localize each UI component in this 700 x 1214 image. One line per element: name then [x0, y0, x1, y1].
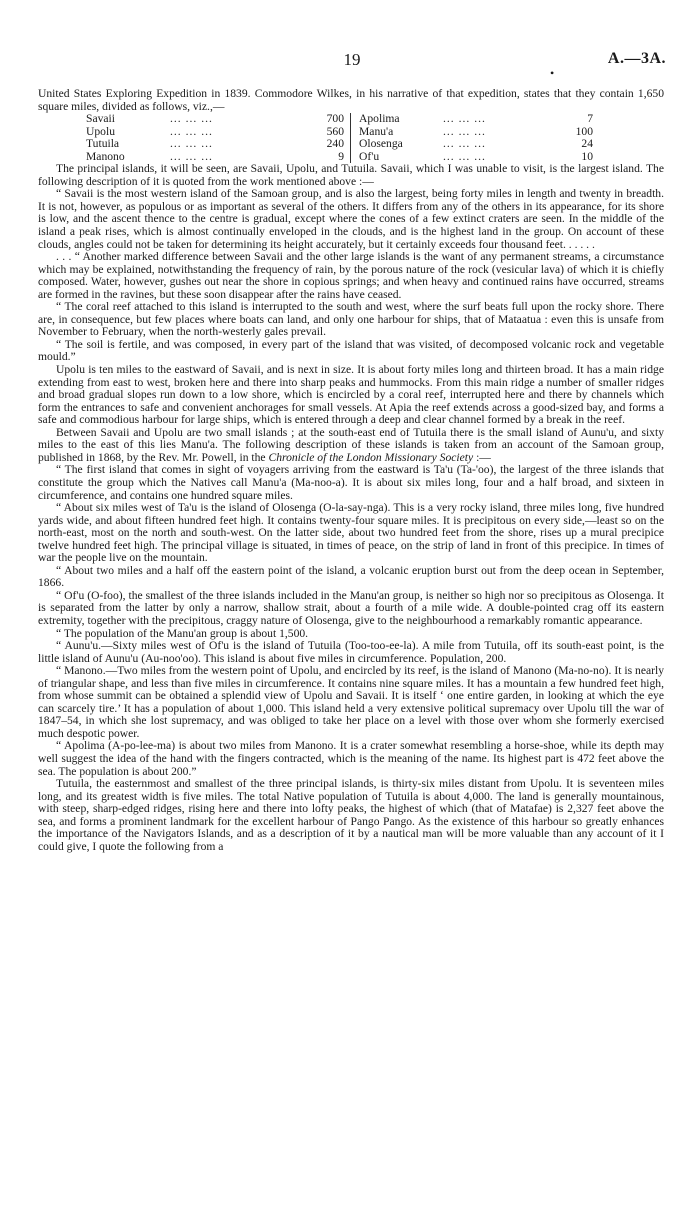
- powell-paragraph: [38, 427, 664, 465]
- area-value: 10: [581, 149, 593, 163]
- leader-dots: ... ... ...: [170, 149, 213, 163]
- area-value: 560: [326, 124, 344, 138]
- leader-dots: ... ... ...: [170, 137, 213, 151]
- leader-dots: ... ... ...: [443, 137, 486, 151]
- area-value: 700: [326, 112, 344, 126]
- table-row: [86, 138, 593, 151]
- quoted-paragraph: “ Apolima (A-po-lee-ma) is about two miles from Manono. It is a crater somewhat resembling a horse-shoe, while its depth may well suggest the idea of the hand with the fingers contracted, which is the meaning of the name. Its highest part is 472 feet above the sea. The population is about 200.”: [38, 739, 664, 778]
- leader-dots: ... ... ...: [443, 112, 486, 126]
- paragraph: Tutuila, the easternmost and smallest of the three principal islands, is thirty-six miles distant from Upolu. It is seventeen miles long, and its greatest width is five miles. The total Native population of Tutuila is about 4,000. The land is generally mountainous, with steep, sharp-edged ridges, rising here and there into lofty peaks, the highest of which (that of Matafae) is 2,327 feet above the sea, and forms a prominent landmark for the excellent harbour of Pango Pango. As the existence of this harbour so greatly enhances the importance of the Navigators Islands, and as a description of it by a nautical man will be more valuable than any account of it I could give, I quote the following from a: [38, 777, 664, 853]
- island-name: Of'u: [359, 149, 380, 163]
- quoted-paragraph: “ About two miles and a half off the eastern point of the island, a volcanic eruption burst out from the deep ocean in September, 1866.: [38, 563, 664, 590]
- quoted-paragraph: “ About six miles west of Ta'u is the island of Olosenga (O-la-say-nga). This is a very rocky island, three miles long, five hundred yards wide, and about fifteen hundred feet high. It contains twenty-four square miles. It is precipitous on every side,—least so on the north-east, most on the north and south-west. On the latter side, about two hundred feet from the shore, rises up a mural precipice twelve hundred feet high. The principal village is situated, in times of peace, on the strip of land in front of this precipice. In times of war the people live on the mountain.: [38, 501, 664, 565]
- quoted-paragraph: “ The soil is fertile, and was composed, in every part of the island that was visited, of decomposed volcanic rock and vegetable mould.”: [38, 337, 664, 364]
- intro-paragraph: United States Exploring Expedition in 1839. Commodore Wilkes, in his narrative of that expedition, states that they contain 1,650 square miles, divided as follows, viz.,—: [38, 87, 664, 113]
- quoted-paragraph: “ Savaii is the most western island of the Samoan group, and is also the largest, being forty miles in length and twenty in breadth. It is not, however, as populous or as important as several of the others. It differs from any of the others in its appearance, for its shore is low, and the ascent thence to the centre is gradual, except where the cones of a few extinct craters are seen. In the middle of the island a peak rises, which is almost continually enveloped in the clouds, and is the highest land in the group. On account of these clouds, angles could not be taken for determining its height accurately, but it certainly exceeds four thousand feet. . . . . .: [38, 187, 664, 251]
- quoted-paragraph: “ The population of the Manu'an group is about 1,500.: [56, 626, 309, 640]
- paragraph: The principal islands, it will be seen, are Savaii, Upolu, and Tutuila. Savaii, which I was unable to visit, is the largest island. The following description of it is quoted from the work mentioned above :—: [38, 162, 664, 188]
- page-header: [38, 50, 666, 80]
- area-value: 240: [326, 137, 344, 151]
- page-number: 19: [343, 50, 361, 69]
- area-value: 100: [575, 124, 593, 138]
- island-name: Manono: [86, 149, 125, 163]
- leader-dots: ... ... ...: [170, 124, 213, 138]
- quoted-paragraph: “ Manono.—Two miles from the western point of Upolu, and encircled by its reef, is the island of Manono (Ma-no-no). It is nearly of triangular shape, and less than five miles in circumference. It contains nine square miles. It has a mountain a few hundred feet high, from whose summit can be obtained a splendid view of Upolu and Savaii. It is itself ‘ one entire garden, in looking at which the eye can scarcely tire.’ It has a population of about 1,000. This island held a very extensive political supremacy over Upolu till the war of 1847–54, in which she lost supremacy, and was obliged to take her place on a level with those over whom she formerly exercised much despotic power.: [38, 664, 664, 740]
- area-value: 7: [587, 112, 593, 126]
- body-text: [38, 88, 664, 853]
- leader-dots: ... ... ...: [443, 149, 486, 163]
- quoted-paragraph: “ The first island that comes in sight of voyagers arriving from the eastward is Ta'u (Ta-'oo), the largest of the three islands that constitute the group which the Natives call Manu'a (Ma-noo-a). It is about six miles long, four and a half broad, and sixteen in circumference, and contains one hundred square miles.: [38, 463, 664, 502]
- quoted-paragraph: “ The coral reef attached to this island is interrupted to the south and west, where the surf beats full upon the rocky shore. There are, in consequence, but few places where boats can land, and only one harbour for ships, that of Mataatua : even this is unsafe from November to February, when the north-westerly gales prevail.: [38, 300, 664, 339]
- island-name: Tutuila: [86, 137, 120, 151]
- island-name: Apolima: [359, 112, 400, 126]
- island-name: Upolu: [86, 124, 115, 138]
- table-row: [86, 113, 593, 126]
- island-name: Olosenga: [359, 137, 403, 151]
- island-area-table: [86, 113, 593, 163]
- publication-title: Chronicle of the London Missionary Society: [268, 450, 474, 464]
- stray-mark: •: [550, 66, 555, 80]
- quoted-paragraph: “ Of'u (O-foo), the smallest of the three islands included in the Manu'an group, is neither so high nor so precipitous as Olosenga. It is separated from the latter by only a narrow, shallow strait, about a fourth of a mile wide. A double-pointed crag off its eastern extremity, together with the precipitous, craggy nature of Olosenga, give to the neighbourhood a remarkably romantic appearance.: [38, 588, 664, 627]
- leader-dots: ... ... ...: [170, 112, 213, 126]
- paragraph: Upolu is ten miles to the eastward of Savaii, and is next in size. It is about forty miles long and thirteen broad. It has a main ridge extending from east to west, broken here and there into sharp peaks and hummocks. From this main ridge a number of smaller ridges and broad gradual slopes run down to a low shore, which is encircled by a coral reef, interrupted here and there by channels which form the entrances to safe and convenient anchorages for small vessels. At Apia the reef extends across a good-sized bay, and forms a safe and commodious harbour for large ships, which is entered through a deep and clear channel formed by a break in the reef.: [38, 363, 664, 427]
- document-reference: A.—3A.: [607, 50, 666, 67]
- island-name: Savaii: [86, 112, 115, 126]
- powell-text-end: :—: [473, 450, 491, 464]
- quoted-paragraph: . . . “ Another marked difference between Savaii and the other large islands is the want of any permanent streams, a circumstance which may be explained, notwithstanding the frequency of rain, by the porous nature of the rock (vesicular lava) of which it is chiefly composed. Water, however, gushes out near the shore in copious springs; and when heavy and continued rains have occurred, streams are formed in the ravines, but these soon disappear after the rains have ceased.: [38, 250, 664, 301]
- area-value: 9: [338, 149, 344, 163]
- leader-dots: ... ... ...: [443, 124, 486, 138]
- area-value: 24: [581, 137, 593, 151]
- island-name: Manu'a: [359, 124, 394, 138]
- quoted-paragraph: “ Aunu'u.—Sixty miles west of Of'u is the island of Tutuila (Too-too-ee-la). A mile from Tutuila, off its south-east point, is the little island of Aunu'u (Au-noo'oo). This island is about five miles in circumference. Population, 200.: [38, 639, 664, 665]
- powell-text: Between Savaii and Upolu are two small islands ; at the south-east end of Tutuila there is the small island of Aunu'u, and sixty miles to the east of this lies Manu'a. The following description of these islands is taken from an account of the Samoan group, published in 1868, by the Rev. Mr. Powell, in the: [38, 425, 664, 464]
